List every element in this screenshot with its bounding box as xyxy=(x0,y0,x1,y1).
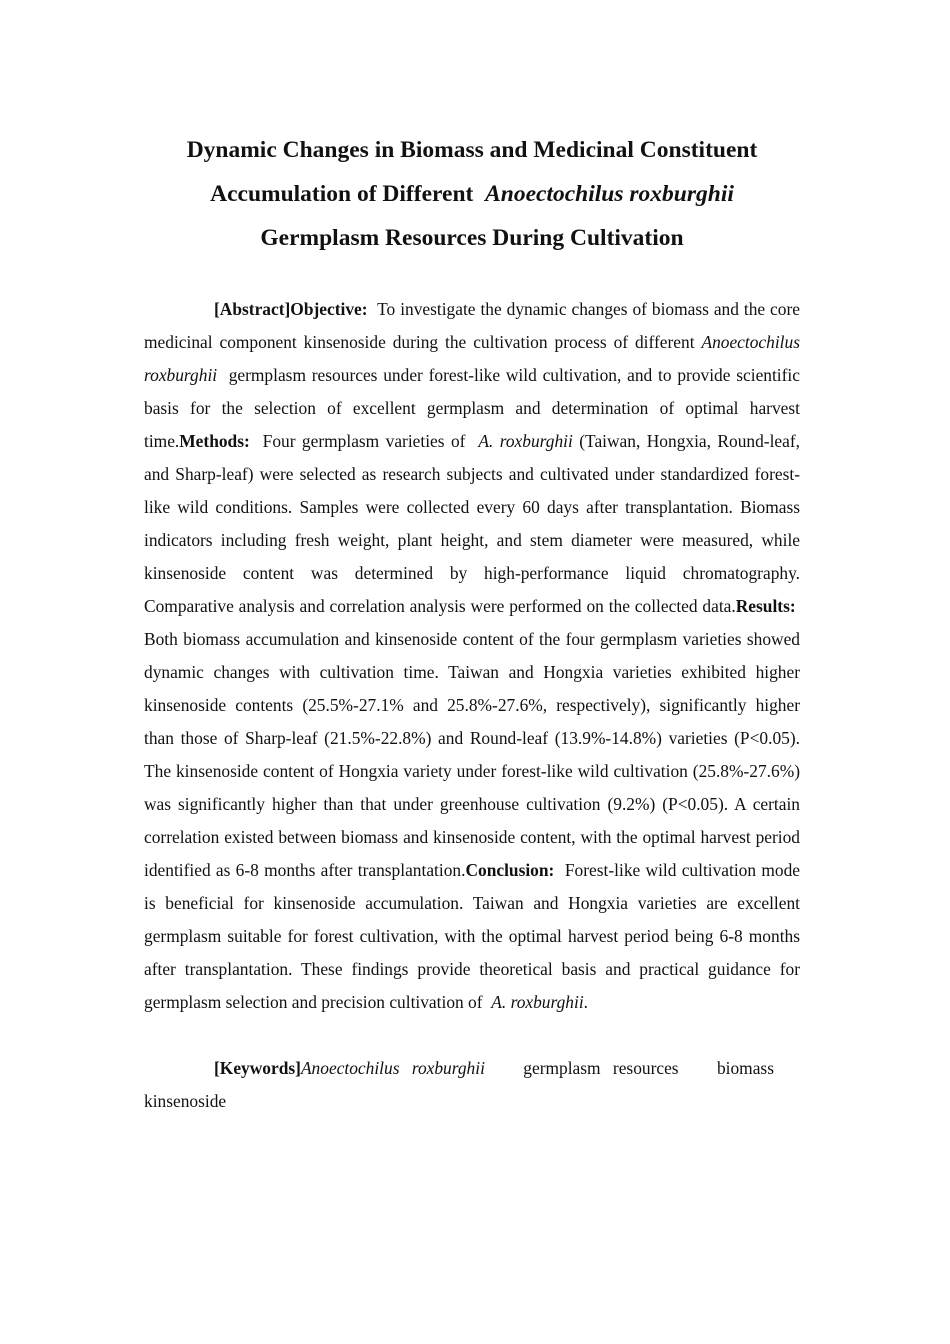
methods-text-1: Four germplasm varieties of xyxy=(262,431,466,451)
keywords-label: [Keywords] xyxy=(214,1058,301,1078)
objective-species: Anoectochilus roxburghii xyxy=(144,332,800,385)
paper-page xyxy=(144,128,800,1135)
methods-text-2: (Taiwan, Hongxia, Round-leaf, and Sharp-leaf) were selected as research subjects and cultivated under standardized forest-like wild conditions. Samples were collected every 60 days after transplantation. Biomass indicators including fresh weight, plant height, and stem diameter were measured, while kinsenoside content was determined by high-performance liquid chromatography. Comparative analysis and correlation analysis were performed on the collected data. xyxy=(144,431,800,616)
objective-label: Objective: xyxy=(290,299,368,319)
conclusion-end: . xyxy=(583,992,589,1012)
conclusion-text-1: Forest-like wild cultivation mode is beneficial for kinsenoside accumulation. Taiwan and Hongxia varieties are excellent germplasm suitable for forest cultivation, with the optimal harvest period being 6-8 months after transplantation. These findings provide theoretical basis and practical guidance for germplasm selection and precision cultivation of xyxy=(144,860,800,1012)
keywords-paragraph xyxy=(144,1052,800,1118)
paper-title xyxy=(144,128,800,260)
results-text: Both biomass accumulation and kinsenoside content of the four germplasm varieties showed dynamic changes with cultivation time. Taiwan and Hongxia varieties exhibited higher kinsenoside contents (25.5%-27.1% and 25.8%-27.6%, respectively), significantly higher than those of Sharp-leaf (21.5%-22.8%) and Round-leaf (13.9%-14.8%) varieties (P<0.05). The kinsenoside content of Hongxia variety under forest-like wild cultivation (25.8%-27.6%) was significantly higher than that under greenhouse cultivation (9.2%) (P<0.05). A certain correlation existed between biomass and kinsenoside content, with the optimal harvest period identified as 6-8 months after transplantation. xyxy=(144,629,800,880)
title-line-3: Germplasm Resources During Cultivation xyxy=(260,225,684,251)
title-line-2-prefix: Accumulation of Different xyxy=(210,181,474,207)
abstract-label: [Abstract] xyxy=(214,299,291,319)
conclusion-label: Conclusion: xyxy=(465,860,555,880)
objective-text-2: germplasm resources under forest-like wild cultivation, and to provide scientific basis for the selection of excellent germplasm and determination of optimal harvest time. xyxy=(144,365,800,451)
keyword-item: biomass xyxy=(716,1058,774,1078)
keyword-item: Anoectochilus roxburghii xyxy=(300,1058,485,1078)
results-label: Results: xyxy=(735,596,796,616)
methods-label: Methods: xyxy=(179,431,250,451)
keyword-item: germplasm resources xyxy=(523,1058,679,1078)
objective-text-1: To investigate the dynamic changes of biomass and the core medicinal component kinsenoside during the cultivation process of different xyxy=(144,299,800,352)
conclusion-species: A. roxburghii xyxy=(491,992,584,1012)
title-line-1: Dynamic Changes in Biomass and Medicinal Constituent xyxy=(186,137,758,163)
keyword-item: kinsenoside xyxy=(144,1091,227,1111)
abstract-paragraph xyxy=(144,293,800,1019)
title-species-name: Anoectochilus roxburghii xyxy=(485,181,734,207)
title-line-2 xyxy=(144,172,800,216)
methods-species: A. roxburghii xyxy=(478,431,573,451)
